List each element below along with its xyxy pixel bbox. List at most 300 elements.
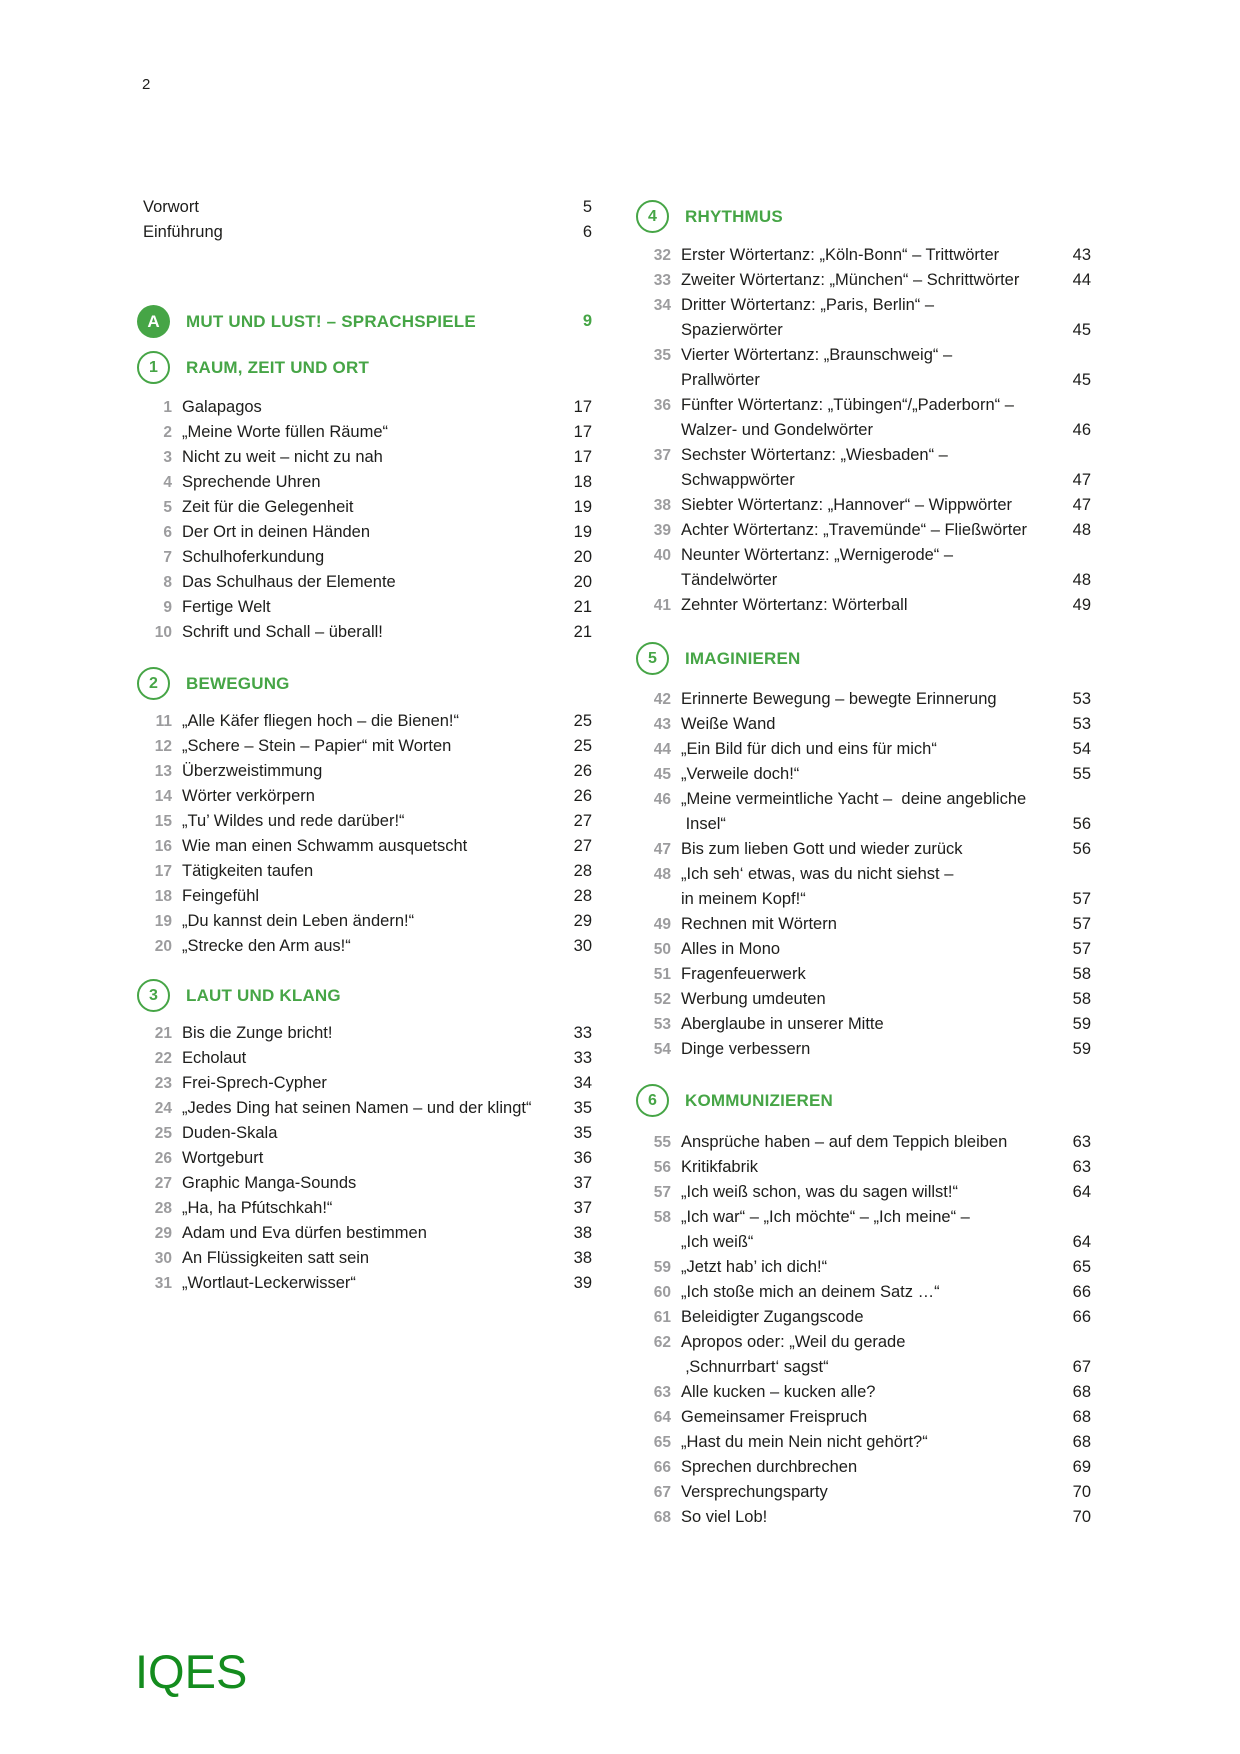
entry-title: „Ich weiß“ — [681, 1233, 754, 1251]
entry-title: Zweiter Wörtertanz: „München“ – Schrittwörter — [681, 271, 1020, 289]
entry-title: „Ich stoße mich an deinem Satz …“ — [681, 1283, 940, 1301]
entry-page-number: 56 — [1072, 815, 1091, 833]
toc-entry-row — [636, 568, 1091, 593]
entry-page-number: 65 — [1072, 1258, 1091, 1276]
entry-title: Frei-Sprech-Cypher — [182, 1074, 327, 1092]
section-entries — [636, 243, 1091, 618]
section-heading — [636, 642, 1091, 675]
toc-entry-row — [636, 887, 1091, 912]
entry-title: Graphic Manga-Sounds — [182, 1174, 357, 1192]
entry-title: Der Ort in deinen Händen — [182, 523, 371, 541]
part-page-number: 9 — [582, 312, 592, 330]
entry-title: „Ich war“ – „Ich möchte“ – „Ich meine“ – — [681, 1208, 970, 1226]
entry-title: Aberglaube in unserer Mitte — [681, 1015, 884, 1033]
toc-entry-row — [636, 1455, 1091, 1480]
iqes-logo: IQES — [135, 1645, 248, 1698]
toc-entry-row — [137, 470, 592, 495]
entry-number: 54 — [653, 1040, 671, 1058]
section-title: KOMMUNIZIEREN — [685, 1090, 834, 1110]
entry-title: „Schere – Stein – Papier“ mit Worten — [182, 737, 452, 755]
entry-number: 36 — [653, 396, 671, 414]
entry-number: 21 — [154, 1024, 172, 1042]
entry-page-number: 44 — [1072, 271, 1091, 289]
front-matter-list — [137, 195, 592, 245]
toc-entry-row — [636, 543, 1091, 568]
front-matter-entry — [137, 195, 592, 220]
entry-number: 52 — [653, 990, 671, 1008]
entry-number: 35 — [653, 346, 671, 364]
entry-title: Ansprüche haben – auf dem Teppich bleiben — [681, 1133, 1008, 1151]
entry-title: Sprechen durchbrechen — [681, 1458, 858, 1476]
entry-page-number: 37 — [573, 1199, 592, 1217]
entry-number: 14 — [154, 787, 172, 805]
entry-number: 26 — [154, 1149, 172, 1167]
toc-section-s3 — [137, 979, 592, 1296]
entry-title: Bis zum lieben Gott und wieder zurück — [681, 840, 963, 858]
toc-entry-row — [636, 1037, 1091, 1062]
entry-title: Gemeinsamer Freispruch — [681, 1408, 868, 1426]
toc-entry-row — [137, 1221, 592, 1246]
entry-title: „Ein Bild für dich und eins für mich“ — [681, 740, 937, 758]
section-heading — [636, 1084, 1091, 1117]
entry-number: 44 — [653, 740, 671, 758]
entry-title: Dritter Wörtertanz: „Paris, Berlin“ – — [681, 296, 935, 314]
part-heading — [137, 305, 592, 338]
entry-number: 3 — [163, 448, 172, 466]
toc-entry-row — [636, 343, 1091, 368]
entry-page-number: 39 — [573, 1274, 592, 1292]
entry-number: 11 — [155, 712, 172, 730]
entry-page-number: 63 — [1072, 1158, 1091, 1176]
entry-number: 53 — [653, 1015, 671, 1033]
entry-title: „Alle Käfer fliegen hoch – die Bienen!“ — [182, 712, 460, 730]
entry-title: Feingefühl — [182, 887, 260, 905]
entry-page-number: 37 — [573, 1174, 592, 1192]
entry-title: in meinem Kopf!“ — [681, 890, 806, 908]
toc-entry-row — [137, 1071, 592, 1096]
toc-entry-row — [636, 393, 1091, 418]
section-heading — [137, 351, 592, 384]
entry-page-number: 34 — [573, 1074, 592, 1092]
entry-title: Fragenfeuerwerk — [681, 965, 806, 983]
toc-entry-row — [636, 1305, 1091, 1330]
entry-title: Wie man einen Schwamm ausquetscht — [182, 837, 468, 855]
entry-number: 62 — [653, 1333, 671, 1351]
entry-page-number: 28 — [573, 862, 592, 880]
entry-number: 32 — [653, 246, 671, 264]
entry-title: Das Schulhaus der Elemente — [182, 573, 396, 591]
entry-page-number: 45 — [1072, 321, 1091, 339]
entry-title: Weiße Wand — [681, 715, 776, 733]
entry-number: 8 — [163, 573, 172, 591]
toc-entry-row — [636, 593, 1091, 618]
entry-title: Fünfter Wörtertanz: „Tübingen“/„Paderborn“ – — [681, 396, 1014, 414]
toc-entry-row — [636, 468, 1091, 493]
entry-number: 4 — [163, 473, 172, 491]
entry-number: 45 — [653, 765, 671, 783]
entry-page-number: 27 — [573, 837, 592, 855]
entry-title: Erinnerte Bewegung – bewegte Erinnerung — [681, 690, 997, 708]
entry-title: Sprechende Uhren — [182, 473, 321, 491]
entry-title: Achter Wörtertanz: „Travemünde“ – Fließwörter — [681, 521, 1027, 539]
entry-number: 51 — [653, 965, 671, 983]
entry-number: 22 — [154, 1049, 172, 1067]
entry-title: „Wortlaut-Leckerwisser“ — [182, 1274, 356, 1292]
entry-title: Spazierwörter — [681, 321, 783, 339]
entry-page-number: 63 — [1072, 1133, 1091, 1151]
entry-page-number: 58 — [1072, 965, 1091, 983]
entry-title: Überzweistimmung — [182, 762, 323, 780]
toc-entry-row — [137, 495, 592, 520]
section-entries — [137, 395, 592, 645]
section-title: LAUT UND KLANG — [186, 985, 341, 1005]
toc-entry-row — [636, 268, 1091, 293]
entry-number: 30 — [154, 1249, 172, 1267]
entry-title: Versprechungsparty — [681, 1483, 828, 1501]
entry-title: Sechster Wörtertanz: „Wiesbaden“ – — [681, 446, 948, 464]
entry-page-number: 54 — [1072, 740, 1091, 758]
entry-number: 42 — [653, 690, 671, 708]
entry-title: Galapagos — [182, 398, 262, 416]
entry-title: Tändelwörter — [681, 571, 778, 589]
entry-title: Schrift und Schall – überall! — [182, 623, 383, 641]
section-number-circle: 2 — [137, 667, 170, 700]
entry-number: 10 — [154, 623, 172, 641]
toc-entry-row — [636, 1480, 1091, 1505]
entry-number: 66 — [653, 1458, 671, 1476]
entry-number: 9 — [163, 598, 172, 616]
entry-page-number: 18 — [573, 473, 592, 491]
toc-entry-row — [636, 1380, 1091, 1405]
entry-title: „Ha, ha Pfútschkah!“ — [182, 1199, 333, 1217]
section-number-circle: 6 — [636, 1084, 669, 1117]
entry-title: „Strecke den Arm aus!“ — [182, 937, 351, 955]
toc-entry-row — [636, 812, 1091, 837]
entry-number: 29 — [154, 1224, 172, 1242]
toc-entry-row — [137, 420, 592, 445]
entry-title: Bis die Zunge bricht! — [182, 1024, 333, 1042]
section-entries — [636, 1130, 1091, 1530]
entry-number: 15 — [154, 812, 172, 830]
toc-entry-row — [636, 762, 1091, 787]
toc-entry-row — [137, 1121, 592, 1146]
entry-page-number: 57 — [1072, 915, 1091, 933]
toc-entry-row — [137, 934, 592, 959]
entry-number: 67 — [653, 1483, 671, 1501]
entry-page-number: 59 — [1072, 1015, 1091, 1033]
toc-entry-row — [636, 1505, 1091, 1530]
entry-title: „Jedes Ding hat seinen Namen – und der klingt“ — [182, 1099, 532, 1117]
toc-entry-row — [137, 1146, 592, 1171]
entry-page-number: 30 — [573, 937, 592, 955]
toc-entry-row — [636, 962, 1091, 987]
entry-page-number: 66 — [1072, 1308, 1091, 1326]
entry-number: 68 — [653, 1508, 671, 1526]
section-title: BEWEGUNG — [186, 673, 290, 693]
toc-entry-row — [636, 687, 1091, 712]
entry-number: 56 — [653, 1158, 671, 1176]
entry-title: Erster Wörtertanz: „Köln-Bonn“ – Trittwörter — [681, 246, 1000, 264]
entry-number: 60 — [653, 1283, 671, 1301]
toc-entry-row — [137, 1096, 592, 1121]
entry-number: 63 — [653, 1383, 671, 1401]
section-heading — [137, 667, 592, 700]
entry-page-number: 64 — [1072, 1233, 1091, 1251]
entry-number: 55 — [653, 1133, 671, 1151]
entry-page-number: 46 — [1072, 421, 1091, 439]
entry-number: 25 — [154, 1124, 172, 1142]
entry-title: „Ich seh‘ etwas, was du nicht siehst – — [681, 865, 954, 883]
toc-entry-row — [137, 1196, 592, 1221]
section-entries — [137, 709, 592, 959]
entry-number: 17 — [154, 862, 172, 880]
toc-entry-row — [636, 1230, 1091, 1255]
entry-number: 43 — [653, 715, 671, 733]
entry-page-number: 68 — [1072, 1433, 1091, 1451]
entry-page-number: 21 — [573, 598, 592, 616]
entry-page-number: 48 — [1072, 571, 1091, 589]
entry-page-number: 6 — [582, 223, 592, 241]
entry-page-number: 49 — [1072, 596, 1091, 614]
entry-title: An Flüssigkeiten satt sein — [182, 1249, 370, 1267]
toc-entry-row — [137, 545, 592, 570]
entry-title: „Hast du mein Nein nicht gehört?“ — [681, 1433, 928, 1451]
entry-number: 1 — [163, 398, 172, 416]
entry-number: 7 — [163, 548, 172, 566]
toc-entry-row — [636, 1405, 1091, 1430]
toc-entry-row — [636, 712, 1091, 737]
entry-page-number: 53 — [1072, 715, 1091, 733]
toc-entry-row — [137, 620, 592, 645]
entry-title: „Meine vermeintliche Yacht – deine angebliche — [681, 790, 1027, 808]
entry-number: 40 — [653, 546, 671, 564]
toc-entry-row — [137, 1171, 592, 1196]
entry-number: 19 — [154, 912, 172, 930]
entry-title: Apropos oder: „Weil du gerade — [681, 1333, 906, 1351]
entry-number: 28 — [154, 1199, 172, 1217]
entry-page-number: 38 — [573, 1224, 592, 1242]
entry-page-number: 67 — [1072, 1358, 1091, 1376]
entry-number: 20 — [154, 937, 172, 955]
entry-title: Alle kucken – kucken alle? — [681, 1383, 876, 1401]
section-heading — [636, 200, 1091, 233]
entry-number: 49 — [653, 915, 671, 933]
entry-page-number: 36 — [573, 1149, 592, 1167]
entry-title: Vierter Wörtertanz: „Braunschweig“ – — [681, 346, 953, 364]
entry-title: Schwappwörter — [681, 471, 795, 489]
entry-page-number: 26 — [573, 787, 592, 805]
toc-entry-row — [137, 734, 592, 759]
entry-page-number: 66 — [1072, 1283, 1091, 1301]
entry-number: 33 — [653, 271, 671, 289]
section-number-circle: 3 — [137, 979, 170, 1012]
toc-entry-row — [636, 1355, 1091, 1380]
entry-page-number: 33 — [573, 1049, 592, 1067]
entry-page-number: 64 — [1072, 1183, 1091, 1201]
toc-entry-row — [137, 395, 592, 420]
entry-page-number: 20 — [573, 573, 592, 591]
toc-entry-row — [636, 318, 1091, 343]
entry-title: Rechnen mit Wörtern — [681, 915, 837, 933]
toc-entry-row — [137, 809, 592, 834]
entry-title: Adam und Eva dürfen bestimmen — [182, 1224, 427, 1242]
entry-title: Insel“ — [681, 815, 726, 833]
entry-number: 24 — [154, 1099, 172, 1117]
section-heading — [137, 979, 592, 1012]
entry-page-number: 70 — [1072, 1508, 1091, 1526]
entry-page-number: 48 — [1072, 521, 1091, 539]
entry-number: 2 — [163, 423, 172, 441]
entry-number: 57 — [653, 1183, 671, 1201]
section-entries — [137, 1021, 592, 1296]
toc-entry-row — [636, 1012, 1091, 1037]
entry-title: Dinge verbessern — [681, 1040, 811, 1058]
toc-entry-row — [636, 518, 1091, 543]
toc-section-s2 — [137, 667, 592, 959]
entry-number: 18 — [154, 887, 172, 905]
entry-page-number: 25 — [573, 712, 592, 730]
toc-entry-row — [636, 443, 1091, 468]
toc-entry-row — [636, 1255, 1091, 1280]
entry-page-number: 25 — [573, 737, 592, 755]
entry-title: Beleidigter Zugangscode — [681, 1308, 864, 1326]
toc-entry-row — [636, 837, 1091, 862]
toc-entry-row — [137, 595, 592, 620]
entry-page-number: 17 — [573, 398, 592, 416]
toc-entry-row — [137, 859, 592, 884]
toc-entry-row — [636, 493, 1091, 518]
entry-number: 41 — [653, 596, 671, 614]
toc-entry-row — [636, 1430, 1091, 1455]
entry-page-number: 28 — [573, 887, 592, 905]
entry-title: Einführung — [143, 223, 223, 241]
entry-number: 31 — [154, 1274, 172, 1292]
toc-entry-row — [137, 784, 592, 809]
entry-number: 16 — [154, 837, 172, 855]
entry-page-number: 35 — [573, 1124, 592, 1142]
entry-title: Neunter Wörtertanz: „Wernigerode“ – — [681, 546, 954, 564]
section-title: RHYTHMUS — [685, 206, 783, 226]
entry-page-number: 19 — [573, 498, 592, 516]
section-title: IMAGINIEREN — [685, 648, 801, 668]
entry-title: Werbung umdeuten — [681, 990, 826, 1008]
entry-number: 58 — [653, 1208, 671, 1226]
part-badge-circle: A — [137, 305, 170, 338]
toc-entry-row — [137, 1046, 592, 1071]
entry-title: Fertige Welt — [182, 598, 271, 616]
entry-page-number: 17 — [573, 448, 592, 466]
toc-entry-row — [636, 787, 1091, 812]
entry-page-number: 5 — [582, 198, 592, 216]
entry-number: 34 — [653, 296, 671, 314]
section-entries — [636, 687, 1091, 1062]
entry-number: 6 — [163, 523, 172, 541]
entry-number: 48 — [653, 865, 671, 883]
toc-entry-row — [636, 912, 1091, 937]
entry-page-number: 68 — [1072, 1383, 1091, 1401]
entry-number: 13 — [154, 762, 172, 780]
entry-title: Duden-Skala — [182, 1124, 278, 1142]
entry-title: „Ich weiß schon, was du sagen willst!“ — [681, 1183, 958, 1201]
toc-entry-row — [636, 1205, 1091, 1230]
toc-entry-row — [137, 1271, 592, 1296]
toc-entry-row — [137, 709, 592, 734]
entry-number: 64 — [653, 1408, 671, 1426]
entry-number: 37 — [653, 446, 671, 464]
toc-section-s4 — [636, 200, 1091, 618]
toc-entry-row — [636, 862, 1091, 887]
toc-entry-row — [137, 884, 592, 909]
entry-page-number: 57 — [1072, 940, 1091, 958]
toc-entry-row — [137, 759, 592, 784]
entry-page-number: 70 — [1072, 1483, 1091, 1501]
section-number-circle: 4 — [636, 200, 669, 233]
toc-entry-row — [636, 937, 1091, 962]
entry-page-number: 33 — [573, 1024, 592, 1042]
entry-title: Echolaut — [182, 1049, 247, 1067]
entry-page-number: 59 — [1072, 1040, 1091, 1058]
toc-entry-row — [137, 570, 592, 595]
toc-entry-row — [636, 737, 1091, 762]
entry-number: 27 — [154, 1174, 172, 1192]
entry-page-number: 68 — [1072, 1408, 1091, 1426]
toc-entry-row — [137, 909, 592, 934]
toc-section-s1 — [137, 351, 592, 645]
entry-page-number: 53 — [1072, 690, 1091, 708]
toc-entry-row — [636, 987, 1091, 1012]
toc-entry-row — [636, 1130, 1091, 1155]
entry-page-number: 58 — [1072, 990, 1091, 1008]
entry-page-number: 21 — [573, 623, 592, 641]
toc-section-s5 — [636, 642, 1091, 1062]
entry-page-number: 47 — [1072, 496, 1091, 514]
entry-title: Zeit für die Gelegenheit — [182, 498, 354, 516]
entry-title: „Meine Worte füllen Räume“ — [182, 423, 389, 441]
entry-number: 23 — [154, 1074, 172, 1092]
toc-entry-row — [137, 520, 592, 545]
entry-page-number: 69 — [1072, 1458, 1091, 1476]
entry-title: Schulhoferkundung — [182, 548, 325, 566]
toc-section-s6 — [636, 1084, 1091, 1530]
entry-title: Zehnter Wörtertanz: Wörterball — [681, 596, 908, 614]
toc-entry-row — [137, 445, 592, 470]
entry-page-number: 55 — [1072, 765, 1091, 783]
section-title: RAUM, ZEIT UND ORT — [186, 357, 370, 377]
entry-page-number: 45 — [1072, 371, 1091, 389]
front-matter-entry — [137, 220, 592, 245]
toc-entry-row — [137, 834, 592, 859]
entry-page-number: 29 — [573, 912, 592, 930]
entry-page-number: 56 — [1072, 840, 1091, 858]
entry-page-number: 17 — [573, 423, 592, 441]
entry-title: Kritikfabrik — [681, 1158, 759, 1176]
entry-number: 5 — [163, 498, 172, 516]
entry-page-number: 43 — [1072, 246, 1091, 264]
entry-title: ‚Schnurrbart‘ sagst“ — [681, 1358, 829, 1376]
toc-entry-row — [137, 1021, 592, 1046]
section-number-circle: 5 — [636, 642, 669, 675]
entry-page-number: 57 — [1072, 890, 1091, 908]
entry-title: So viel Lob! — [681, 1508, 768, 1526]
entry-page-number: 19 — [573, 523, 592, 541]
entry-number: 38 — [653, 496, 671, 514]
toc-entry-row — [636, 1330, 1091, 1355]
entry-page-number: 35 — [573, 1099, 592, 1117]
toc-entry-row — [636, 1155, 1091, 1180]
toc-entry-row — [636, 1180, 1091, 1205]
entry-title: Prallwörter — [681, 371, 760, 389]
entry-number: 61 — [653, 1308, 671, 1326]
